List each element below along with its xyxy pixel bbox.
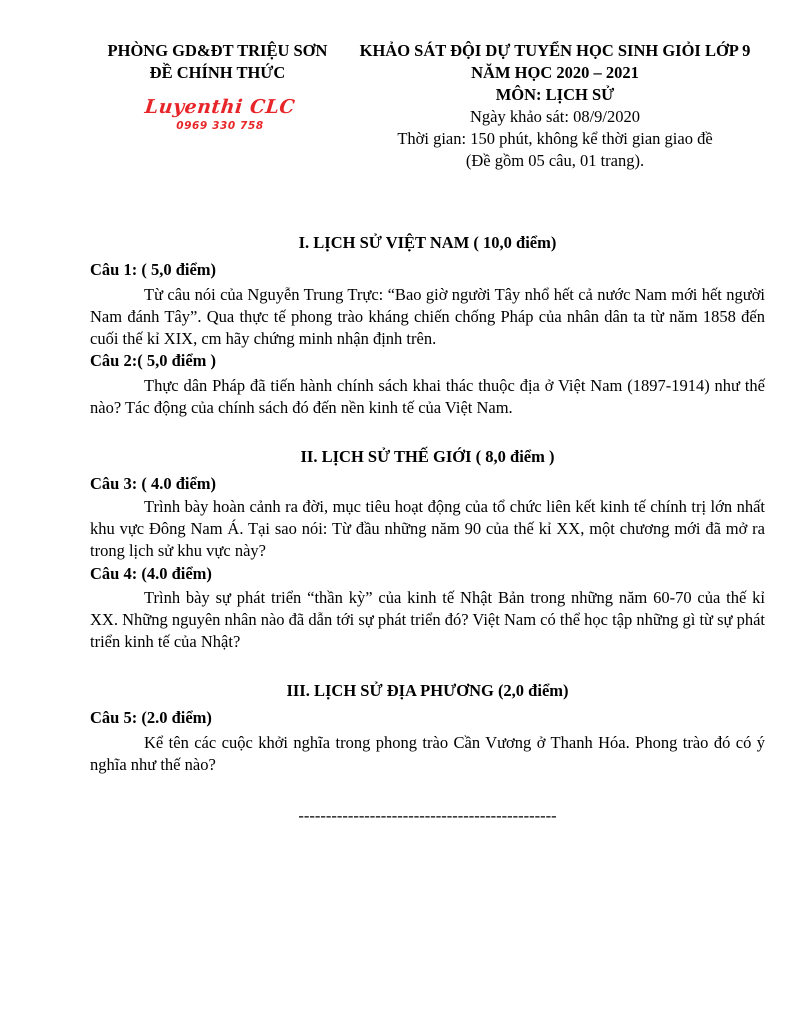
exam-page-info: (Đề gồm 05 câu, 01 trang). [465,151,645,170]
question-1-text: Từ câu nói của Nguyễn Trung Trực: “Bao giờ người Tây nhổ hết cả nước Nam mới hết người Nam đánh Tây”. Qua thực tế phong trào kháng chiến chống Pháp của nhân dân ta từ năm 1858 đến cuối thế kỉ XIX, cm hãy chứng minh nhận định trên. [90,285,765,348]
header-left [90,40,345,84]
question-5-title: Câu 5: (2.0 điểm) [90,708,212,727]
subject: MÔN: LỊCH SỬ [495,85,615,104]
official-exam-label: ĐỀ CHÍNH THỨC [149,63,286,82]
section-title-local-history: III. LỊCH SỬ ĐỊA PHƯƠNG (2,0 điểm) [286,681,569,700]
question-5-text: Kể tên các cuộc khởi nghĩa trong phong trào Cần Vương ở Thanh Hóa. Phong trào đó có ý nghĩa như thế nào? [90,733,765,774]
question-4-text: Trình bày sự phát triển “thần kỳ” của kinh tế Nhật Bản trong những năm 60-70 của thế kỉ XX. Những nguyên nhân nào đã dẫn tới sự phát triển đó? Việt Nam có thể học tập những gì từ sự phát triển kinh tế của Nhật? [90,588,765,651]
question-3-title: Câu 3: ( 4.0 điểm) [90,474,217,493]
exam-date: Ngày khảo sát: 08/9/2020 [469,107,641,126]
school-year: NĂM HỌC 2020 – 2021 [471,63,639,82]
section-title-world-history: II. LỊCH SỬ THẾ GIỚI ( 8,0 điểm ) [300,447,555,466]
question-3-text: Trình bày hoàn cảnh ra đời, mục tiêu hoạt động của tổ chức liên kết kinh tế chính trị lớn nhất khu vực Đông Nam Á. Tại sao nói: Từ đầu những năm 90 của thế kỉ XX, một chương mới đã mở ra trong lịch sử khu vực này? [90,497,765,560]
exam-title: KHẢO SÁT ĐỘI DỰ TUYỂN HỌC SINH GIỎI LỚP 9 [359,41,751,60]
logo-phone: 0969 330 758 [176,120,264,132]
question-2-title: Câu 2:( 5,0 điểm ) [90,351,217,370]
question-4-title: Câu 4: (4.0 điểm) [90,564,212,583]
question-2-text: Thực dân Pháp đã tiến hành chính sách khai thác thuộc địa ở Việt Nam (1897-1914) như thế nào? Tác động của chính sách đó đến nền kinh tế của Việt Nam. [90,376,765,417]
luyenthi-clc-logo [140,96,300,136]
question-1-title: Câu 1: ( 5,0 điểm) [90,260,217,279]
header-right [345,40,765,172]
logo-name: Luyenthi CLC [143,96,297,118]
end-of-exam-divider: ----------------------------------------------- [298,806,557,825]
section-title-vietnam-history: I. LỊCH SỬ VIỆT NAM ( 10,0 điểm) [298,233,557,252]
exam-duration: Thời gian: 150 phút, không kể thời gian giao đề [397,129,713,148]
department-name: PHÒNG GD&ĐT TRIỆU SƠN [107,41,328,60]
